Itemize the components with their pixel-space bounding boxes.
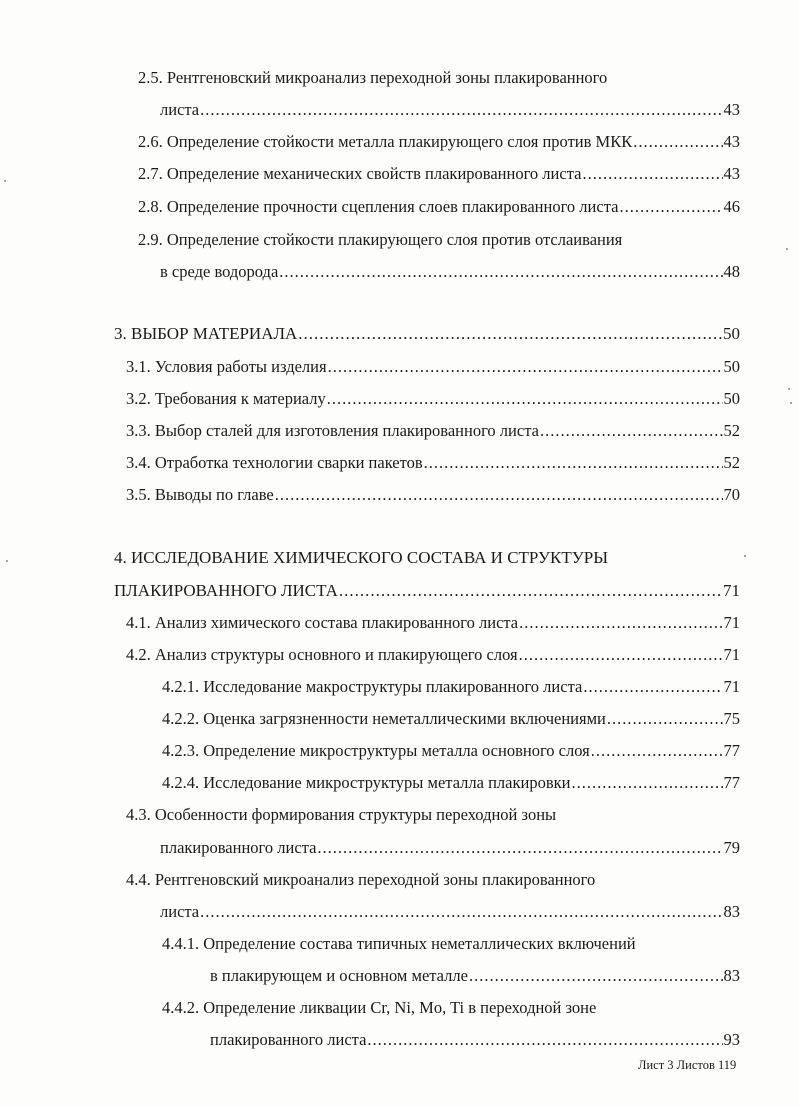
toc-item-4-1 [126, 611, 740, 635]
toc-item-4-4-2-cont [210, 1028, 740, 1052]
toc-text: в среде водорода [160, 262, 279, 281]
toc-leader-dots [571, 771, 722, 795]
toc-leader-dots [582, 162, 722, 186]
toc-leader-dots [607, 707, 723, 731]
toc-page-number: 46 [723, 197, 740, 216]
toc-text: Определение стойкости металла плакирующего слоя против МКК [166, 132, 633, 151]
toc-page-number: 71 [723, 645, 740, 664]
toc-chapter-4 [114, 546, 608, 570]
toc-text: Исследование микроструктуры металла плакировки [203, 773, 571, 792]
toc-text: ПЛАКИРОВАННОГО ЛИСТА [114, 581, 338, 600]
toc-text: Требования к материалу [154, 389, 326, 408]
toc-page-number: 48 [723, 262, 740, 281]
toc-item-4-4-cont [160, 900, 740, 924]
toc-page-number: 50 [723, 357, 740, 376]
toc-number: 2.8. [138, 197, 163, 216]
toc-leader-dots [424, 451, 723, 475]
toc-page-number: 83 [723, 966, 740, 985]
toc-leader-dots [328, 355, 723, 379]
toc-leader-dots [327, 387, 723, 411]
toc-item-3-1 [126, 355, 740, 379]
toc-text: Отработка технологии сварки пакетов [154, 453, 423, 472]
toc-page-number: 75 [723, 709, 740, 728]
toc-text: Анализ химического состава плакированного листа [154, 613, 519, 632]
toc-text: Особенности формирования структуры переходной зоны [154, 805, 557, 824]
toc-item-4-2 [126, 643, 740, 667]
toc-text: Определение микроструктуры металла основного слоя [203, 741, 590, 760]
toc-item-3-3 [126, 419, 740, 443]
toc-item-4-2-4 [162, 771, 740, 795]
toc-text: Условия работы изделия [154, 357, 327, 376]
toc-item-4-2-2 [162, 707, 740, 731]
toc-page-number: 71 [723, 581, 740, 600]
toc-number: 4.2.4. [162, 773, 200, 792]
toc-item-3-2 [126, 387, 740, 411]
scan-speck [786, 248, 788, 250]
toc-page-number: 50 [723, 389, 740, 408]
toc-leader-dots [540, 419, 723, 443]
toc-item-4-4-1 [162, 932, 636, 956]
toc-item-4-2-1 [162, 675, 740, 699]
toc-leader-dots [339, 579, 722, 603]
toc-leader-dots [519, 611, 722, 635]
toc-text: Определение стойкости плакирующего слоя против отслаивания [166, 230, 623, 249]
toc-page-number: 50 [723, 324, 740, 343]
toc-item-4-3 [126, 803, 556, 827]
toc-text: плакированного листа [210, 1030, 367, 1049]
toc-text: Определение механических свойств плакированного листа [166, 164, 582, 183]
toc-text: ВЫБОР МАТЕРИАЛА [131, 324, 298, 343]
toc-leader-dots [619, 195, 722, 219]
page-footer: Лист 3 Листов 119 [638, 1058, 737, 1072]
toc-page-number: 43 [723, 164, 740, 183]
scan-speck [4, 180, 6, 182]
toc-text: Анализ структуры основного и плакирующего слоя [154, 645, 518, 664]
toc-page-number: 52 [723, 453, 740, 472]
toc-page-number: 43 [723, 132, 740, 151]
toc-number: 4.2. [126, 645, 151, 664]
toc-leader-dots [633, 130, 722, 154]
toc-text: Оценка загрязненности неметаллическими включениями [203, 709, 606, 728]
toc-page-number: 83 [723, 902, 740, 921]
toc-number: 4.4. [126, 870, 151, 889]
toc-item-3-5 [126, 483, 740, 507]
toc-text: Рентгеновский микроанализ переходной зоны плакированного [166, 68, 608, 87]
toc-leader-dots [298, 322, 722, 346]
toc-leader-dots [200, 98, 722, 122]
toc-leader-dots [519, 643, 723, 667]
toc-page-number: 71 [723, 677, 740, 696]
toc-number: 2.7. [138, 164, 163, 183]
toc-page-number: 93 [723, 1030, 740, 1049]
toc-item-4-2-3 [162, 739, 740, 763]
toc-leader-dots [279, 260, 722, 284]
toc-number: 4.1. [126, 613, 151, 632]
toc-number: 4.3. [126, 805, 151, 824]
toc-leader-dots [317, 836, 722, 860]
toc-text: Исследование макроструктуры плакированного листа [203, 677, 583, 696]
toc-text: Определение ликвации Cr, Ni, Mo, Ti в переходной зоне [203, 998, 597, 1017]
toc-item-4-4-2 [162, 996, 596, 1020]
toc-item-3-4 [126, 451, 740, 475]
toc-item-2-9 [138, 228, 622, 252]
scan-speck [788, 388, 790, 390]
toc-number: 3.1. [126, 357, 151, 376]
toc-item-2-9-cont [160, 260, 740, 284]
toc-text: листа [160, 100, 200, 119]
toc-leader-dots [469, 964, 723, 988]
toc-item-2-7 [138, 162, 740, 186]
toc-number: 3.4. [126, 453, 151, 472]
toc-number: 4. [114, 548, 127, 567]
toc-chapter-4-cont [114, 579, 740, 603]
toc-item-2-5 [138, 66, 607, 90]
toc-page-number: 79 [723, 838, 740, 857]
toc-item-2-8 [138, 195, 740, 219]
toc-text: Рентгеновский микроанализ переходной зоны плакированного [154, 870, 596, 889]
toc-text: Определение состава типичных неметаллических включений [203, 934, 636, 953]
toc-item-4-3-cont [160, 836, 740, 860]
toc-leader-dots [583, 675, 722, 699]
toc-text: плакированного листа [160, 838, 317, 857]
toc-number: 4.2.1. [162, 677, 200, 696]
toc-text: в плакирующем и основном металле [210, 966, 468, 985]
toc-number: 3.5. [126, 485, 151, 504]
toc-page-number: 77 [723, 773, 740, 792]
toc-page-number: 71 [723, 613, 740, 632]
toc-text: ИССЛЕДОВАНИЕ ХИМИЧЕСКОГО СОСТАВА И СТРУКТУРЫ [131, 548, 609, 567]
toc-text: Выводы по главе [154, 485, 274, 504]
toc-text: Определение прочности сцепления слоев плакированного листа [166, 197, 619, 216]
toc-text: Выбор сталей для изготовления плакированного листа [154, 421, 539, 440]
toc-number: 2.5. [138, 68, 163, 87]
toc-page-number: 52 [723, 421, 740, 440]
scan-speck [744, 555, 746, 557]
toc-number: 2.9. [138, 230, 163, 249]
toc-number: 3. [114, 324, 127, 343]
toc-page-number: 70 [723, 485, 740, 504]
scan-speck [6, 560, 8, 562]
toc-leader-dots [275, 483, 723, 507]
toc-number: 3.3. [126, 421, 151, 440]
toc-page-number: 77 [723, 741, 740, 760]
toc-item-4-4-1-cont [210, 964, 740, 988]
toc-item-2-5-cont [160, 98, 740, 122]
toc-number: 3.2. [126, 389, 151, 408]
toc-leader-dots [367, 1028, 722, 1052]
toc-number: 2.6. [138, 132, 163, 151]
toc-number: 4.2.3. [162, 741, 200, 760]
toc-leader-dots [200, 900, 722, 924]
toc-page-number: 43 [723, 100, 740, 119]
toc-item-4-4 [126, 868, 595, 892]
scan-speck [790, 402, 792, 404]
toc-number: 4.2.2. [162, 709, 200, 728]
toc-number: 4.4.1. [162, 934, 200, 953]
toc-text: листа [160, 902, 200, 921]
toc-item-2-6 [138, 130, 740, 154]
toc-leader-dots [591, 739, 723, 763]
toc-number: 4.4.2. [162, 998, 200, 1017]
toc-chapter-3 [114, 322, 740, 346]
